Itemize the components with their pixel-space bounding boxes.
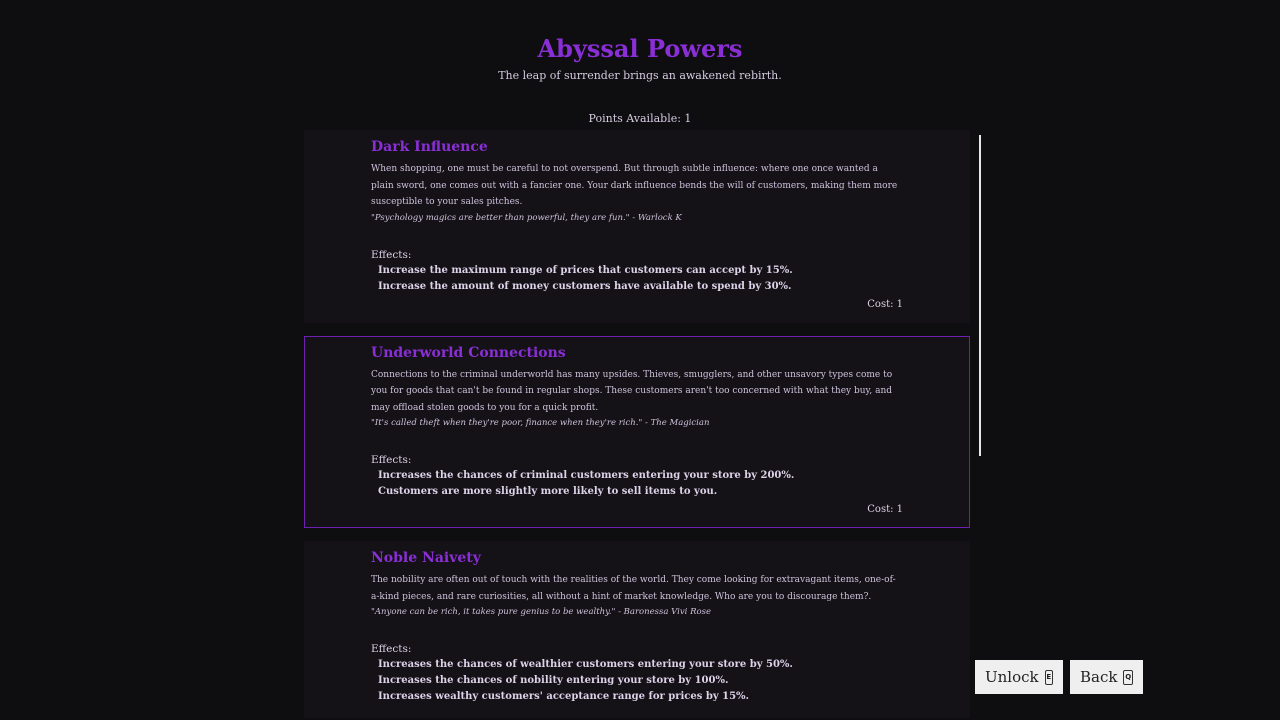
power-quote: "Psychology magics are better than powerful, they are fun." - Warlock K [371,212,682,223]
power-card-underworld-connections[interactable] [304,336,970,529]
effects-label: Effects: [371,643,412,655]
scrollbar[interactable] [979,135,981,456]
effect-item: Increase the amount of money customers have available to spend by 30%. [378,280,792,292]
power-name: Underworld Connections [371,344,566,361]
key-e-icon: E [1045,670,1053,685]
power-description: When shopping, one must be careful to not overspend. But through subtle influence: where one once wanted a plain sword, one comes out with a fancier one. Your dark influence bends the will of customers, making them more susceptible to your sales pitches. [371,164,898,207]
power-description: Connections to the criminal underworld has many upsides. Thieves, smugglers, and other unsavory types come to you for goods that can't be found in regular shops. These customers aren't too concerned with what they buy, and may offload stolen goods to you for a quick profit. [371,369,893,413]
key-q-icon: Q [1123,670,1133,685]
effect-item: Increases the chances of nobility entering your store by 100%. [378,675,729,686]
power-quote: "Anyone can be rich, it takes pure genius to be wealthy." - Baronessa Vivi Rose [371,607,712,617]
back-button[interactable] [1070,660,1143,694]
effect-item: Increases wealthy customers' acceptance range for prices by 15%. [378,691,750,702]
page-subtitle: The leap of surrender brings an awakened rebirth. [498,69,782,82]
effects-label: Effects: [371,248,412,261]
effect-item: Increase the maximum range of prices that customers can accept by 15%. [378,264,793,276]
power-description: The nobility are often out of touch with the realities of the world. They come looking for extravagant items, one-of-a-kind pieces, and rare curiosities, all without a hint of market knowledge. Who are you to discourage them?. [371,575,896,602]
effect-item: Customers are more slightly more likely to sell items to you. [378,486,718,497]
unlock-button[interactable] [975,660,1063,694]
effects-label: Effects: [371,454,412,466]
points-available: Points Available: 1 [588,112,692,125]
power-name: Dark Influence [371,139,488,155]
power-cost: Cost: 1 [867,504,903,515]
power-quote: "It's called theft when they're poor, finance when they're rich." - The Magician [371,418,710,428]
powers-list [304,130,970,720]
unlock-label: Unlock [985,668,1039,686]
power-cost: Cost: 1 [867,298,903,310]
effect-item: Increases the chances of wealthier customers entering your store by 50%. [378,659,793,670]
power-card-noble-naivety[interactable] [304,541,970,718]
power-name: Noble Naivety [371,550,481,566]
effect-item: Increases the chances of criminal customers entering your store by 200%. [378,470,795,481]
page-title: Abyssal Powers [537,34,743,63]
back-label: Back [1080,668,1118,686]
power-card-dark-influence[interactable] [304,130,970,323]
